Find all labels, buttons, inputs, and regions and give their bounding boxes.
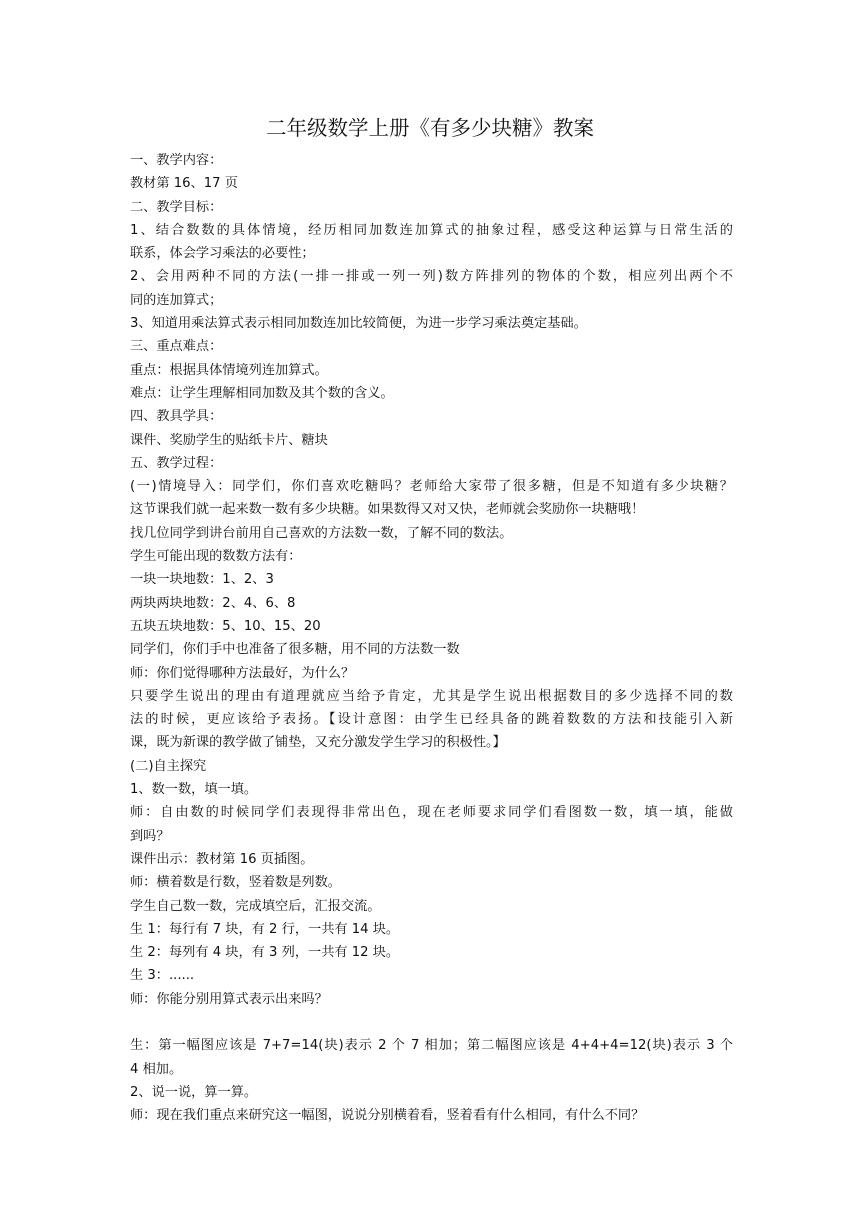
paragraph-line: 五块五块地数：5、10、15、20 (130, 618, 321, 634)
paragraph-line: 找几位同学到讲台前用自己喜欢的方法数一数，了解不同的数法。 (130, 525, 513, 541)
paragraph-line: 同学们，你们手中也准备了很多糖，用不同的方法数一数 (130, 642, 460, 658)
paragraph-line: 师：你们觉得哪种方法最好，为什么？ (130, 665, 355, 681)
paragraph-line: 重点：根据具体情境列连加算式。 (130, 362, 328, 378)
section-heading-materials: 四、教具学具： (130, 409, 223, 425)
paragraph-line: 教材第 16、17 页 (130, 176, 238, 192)
paragraph-line: 联系，体会学习乘法的必要性； (130, 246, 315, 262)
paragraph-line: 生：第一幅图应该是 7+7=14(块)表示 2 个 7 相加；第二幅图应该是 4+4+4=12(块)表示 3 个 (130, 1038, 733, 1054)
section-heading-objectives: 二、教学目标： (130, 199, 223, 215)
paragraph-line: 师：自由数的时候同学们表现得非常出色，现在老师要求同学们看图数一数，填一填，能做 (130, 805, 733, 821)
paragraph-line: 到吗？ (130, 828, 170, 844)
blank-line (130, 1011, 733, 1034)
paragraph-line: 师：现在我们重点来研究这一幅图，说说分别横着看，竖着看有什么相同，有什么不同？ (130, 1108, 645, 1124)
paragraph-line: 学生可能出现的数数方法有： (130, 549, 302, 565)
paragraph-line: 1、数一数，填一填。 (130, 782, 258, 798)
paragraph-line: 两块两块地数：2、4、6、8 (130, 595, 296, 611)
document-body (130, 149, 733, 1127)
paragraph-line: 师：你能分别用算式表示出来吗？ (130, 991, 328, 1007)
paragraph-line: 同的连加算式； (130, 292, 223, 308)
section-heading-content: 一、教学内容： (130, 153, 223, 168)
paragraph-line: 生 3：...... (130, 968, 195, 984)
paragraph-line: 学生自己数一数，完成填空后，汇报交流。 (130, 898, 381, 914)
paragraph-line: 只要学生说出的理由有道理就应当给予肯定，尤其是学生说出根据数目的多少选择不同的数 (130, 688, 733, 704)
paragraph-line: 生 1：每行有 7 块，有 2 行，一共有 14 块。 (130, 921, 400, 937)
paragraph-line: 4 相加。 (130, 1061, 183, 1077)
paragraph-line: 3、知道用乘法算式表示相同加数连加比较简便，为进一步学习乘法奠定基础。 (130, 316, 587, 332)
paragraph-line: 课件、奖励学生的贴纸卡片、糖块 (130, 432, 328, 448)
paragraph-line: (一)情境导入：同学们，你们喜欢吃糖吗？老师给大家带了很多糖，但是不知道有多少块糖？ (130, 479, 733, 495)
subsection-heading: (二)自主探究 (130, 758, 207, 774)
paragraph-line: 2、会用两种不同的方法(一排一排或一列一列)数方阵排列的物体的个数，相应列出两个不 (130, 269, 733, 285)
paragraph-line: 课，既为新课的教学做了铺垫，又充分激发学生学习的积极性。】 (130, 735, 506, 751)
paragraph-line: 2、说一说，算一算。 (130, 1084, 258, 1100)
section-heading-key-points: 三、重点难点： (130, 339, 223, 355)
paragraph-line: 1、结合数数的具体情境，经历相同加数连加算式的抽象过程，感受这种运算与日常生活的 (130, 222, 733, 238)
paragraph-line: 难点：让学生理解相同加数及其个数的含义。 (130, 385, 394, 401)
paragraph-line: 一块一块地数：1、2、3 (130, 572, 274, 588)
paragraph-line: 这节课我们就一起来数一数有多少块糖。如果数得又对又快，老师就会奖励你一块糖哦！ (130, 502, 645, 518)
document-title: 二年级数学上册《有多少块糖》教案 (266, 116, 594, 140)
paragraph-line: 法的时候，更应该给予表扬。【设计意图：由学生已经具备的跳着数数的方法和技能引入新 (130, 712, 733, 728)
paragraph-line: 生 2：每列有 4 块，有 3 列，一共有 12 块。 (130, 945, 400, 961)
paragraph-line: 课件出示：教材第 16 页插图。 (130, 851, 314, 867)
paragraph-line: 师：横着数是行数，竖着数是列数。 (130, 875, 341, 891)
section-heading-process: 五、教学过程： (130, 455, 223, 471)
